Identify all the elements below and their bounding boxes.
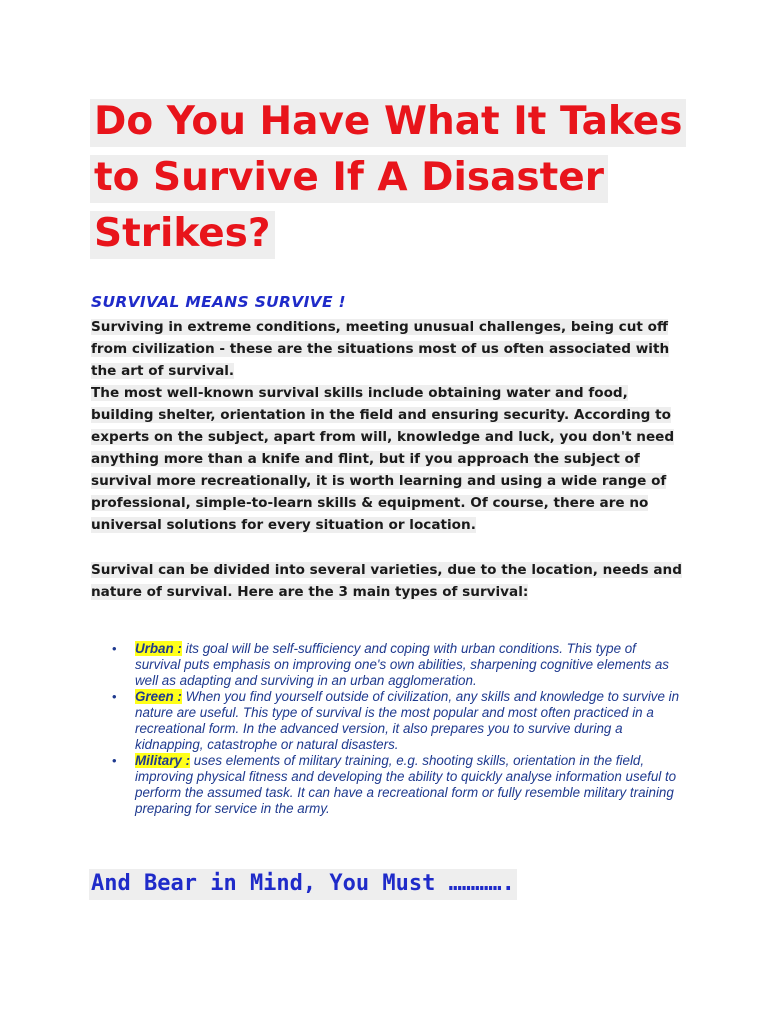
document-title: [90, 94, 690, 262]
skills-paragraph: [91, 382, 691, 536]
type-description: its goal will be self-sufficiency and coping with urban conditions. This type of survival puts emphasis on improving one's own abilities, sharpening cognitive elements as well as adapting and surviving in an urban agglomeration.: [135, 641, 669, 688]
bullet-icon: •: [112, 753, 117, 768]
intro-paragraph-text: Surviving in extreme conditions, meeting unusual challenges, being cut off from civilization - these are the situations most of us often associated with the art of survival.: [91, 319, 670, 379]
closing-heading: [89, 865, 517, 903]
type-description: When you find yourself outside of civilization, any skills and knowledge to survive in nature are useful. This type of survival is the most popular and most often practiced in a recreational form. In the advanced version, it also prepares you to survive during a kidnapping, catastrophe or natural disasters.: [135, 689, 680, 752]
type-description: uses elements of military training, e.g. shooting skills, orientation in the field, improving physical fitness and developing the ability to quickly analyse information useful to perform the assumed task. It can have a recreational form or fully resemble military training preparing for service in the army.: [135, 753, 677, 816]
document-title-text: Do You Have What It Takes to Survive If A Disaster Strikes?: [90, 99, 686, 259]
type-term: Green :: [135, 689, 182, 704]
list-item: [112, 689, 682, 753]
closing-heading-text: And Bear in Mind, You Must ………….: [89, 869, 517, 900]
varieties-paragraph-text: Survival can be divided into several varieties, due to the location, needs and nature of survival. Here are the 3 main types of survival:: [91, 562, 682, 600]
skills-paragraph-text: The most well-known survival skills include obtaining water and food, building shelter, orientation in the field and ensuring security. According to experts on the subject, apart from will, knowledge and luck, you don't need anything more than a knife and flint, but if you approach the subject of survival more recreationally, it is worth learning and using a wide range of professional, simple-to-learn skills & equipment. Of course, there are no universal solutions for every situation or location.: [91, 385, 675, 533]
type-term: Urban :: [135, 641, 182, 656]
list-item: [112, 753, 682, 817]
intro-paragraph: [91, 316, 691, 382]
varieties-paragraph: [91, 559, 691, 603]
section-subtitle: SURVIVAL MEANS SURVIVE !: [91, 293, 346, 311]
bullet-icon: •: [112, 689, 117, 704]
list-item: [112, 641, 682, 689]
type-term: Military :: [135, 753, 191, 768]
survival-types-list: [112, 641, 682, 817]
bullet-icon: •: [112, 641, 117, 656]
